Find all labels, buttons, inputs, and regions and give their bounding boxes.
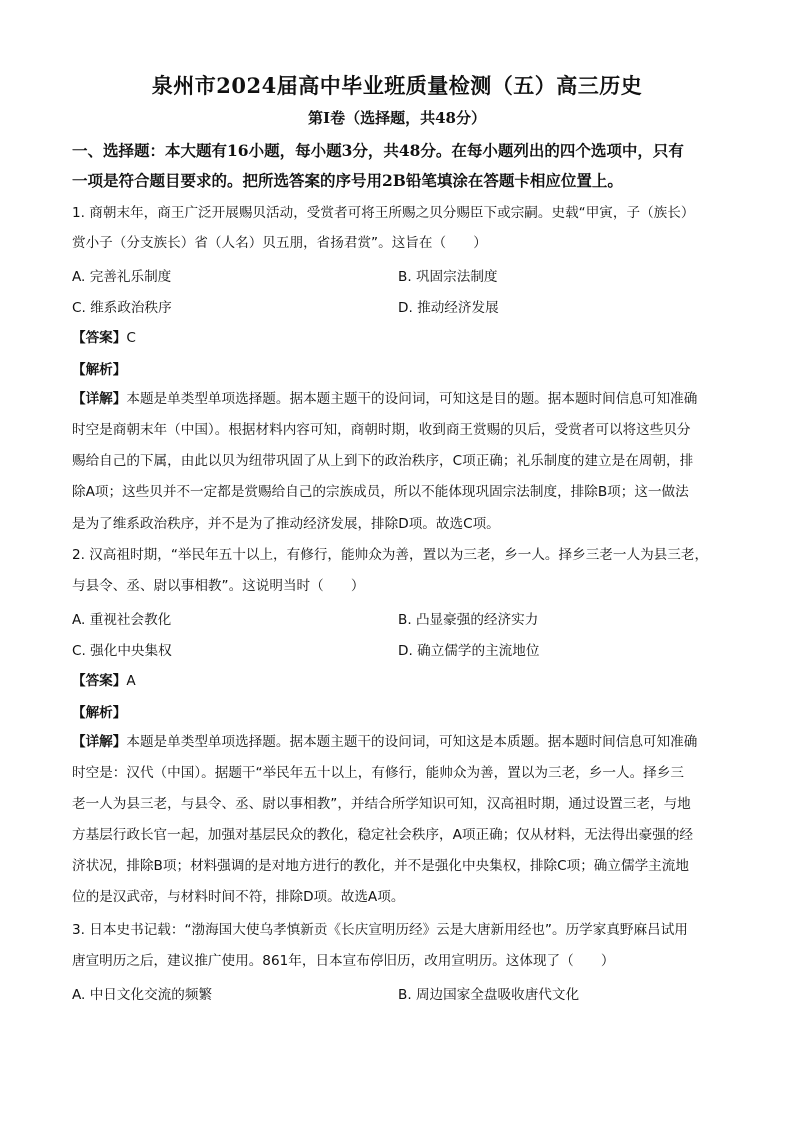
instruction-line: 一、选择题：本大题有16小题，每小题3分，共48分。在每小题列出的四个选项中，只有 [72, 141, 684, 160]
page-title: 泉州市2024届高中毕业班质量检测（五）高三历史 [151, 73, 643, 98]
q2-stem-line: 与县令、丞、尉以事相教”。这说明当时（ ） [72, 578, 365, 594]
answer-label: 【答案】 [72, 330, 127, 346]
q1-option-a: A. 完善礼乐制度 [72, 269, 172, 285]
q2-detail-line: 济状况，排除B项；材料强调的是对地方进行的教化，并不是强化中央集权，排除C项；确立儒学主流地 [72, 858, 689, 874]
q3-stem-line: 3. 日本史书记载：“渤海国大使乌孝慎新贡《长庆宣明历经》云是大唐新用经也”。历学家真野麻吕试用 [72, 922, 688, 938]
q2-detail-line [72, 732, 727, 752]
q2-option-a: A. 重视社会教化 [72, 612, 172, 628]
q2-stem-line: 2. 汉高祖时期，“举民年五十以上，有修行，能帅众为善，置以为三老，乡一人。择乡三老一人为县三老， [72, 547, 709, 563]
q1-detail-line [72, 389, 727, 409]
instruction-line: 一项是符合题目要求的。把所选答案的序号用2B铅笔填涂在答题卡相应位置上。 [72, 171, 623, 190]
q2-detail-line: 方基层行政长官一起，加强对基层民众的教化，稳定社会秩序，A项正确；仅从材料，无法得出豪强的经 [72, 827, 694, 843]
q2-detail-line: 位的是汉武帝，与材料时间不符，排除D项。故选A项。 [72, 889, 405, 905]
q1-detail-line: 赐给自己的下属，由此以贝为纽带巩固了从上到下的政治秩序，C项正确；礼乐制度的建立是在周朝，排 [72, 453, 694, 469]
detail-label: 【详解】 [72, 734, 127, 750]
q1-stem-line: 赏小子（分支族长）省（人名）贝五朋，省扬君赏”。这旨在（ ） [72, 235, 487, 251]
answer-label: 【答案】 [72, 673, 127, 689]
q1-stem-line: 1. 商朝末年，商王广泛开展赐贝活动，受赏者可将王所赐之贝分赐臣下或宗嗣。史载“甲寅，子（族长） [72, 205, 695, 221]
q1-detail-line: 时空是商朝末年（中国）。根据材料内容可知，商朝时期，收到商王赏赐的贝后，受赏者可以将这些贝分 [72, 422, 691, 438]
q1-answer [72, 326, 136, 346]
section-instructions [72, 136, 722, 196]
q2-option-c: C. 强化中央集权 [72, 643, 172, 659]
detail-text: 本题是单类型单项选择题。据本题主题干的设问词，可知这是本质题。据本题时间信息可知准确 [126, 734, 698, 750]
q3-option-a: A. 中日文化交流的频繁 [72, 987, 213, 1003]
detail-text: 本题是单类型单项选择题。据本题主题干的设问词，可知这是目的题。据本题时间信息可知准确 [126, 391, 698, 407]
q2-option-d: D. 确立儒学的主流地位 [398, 643, 540, 659]
q1-option-c: C. 维系政治秩序 [72, 300, 172, 316]
q2-answer [72, 669, 136, 689]
answer-value: A [126, 673, 136, 689]
q2-detail-line: 时空是：汉代（中国）。据题干“举民年五十以上，有修行，能帅众为善，置以为三老，乡一人。择乡三 [72, 765, 684, 781]
q1-analysis-label: 【解析】 [72, 362, 127, 378]
q2-option-b: B. 凸显豪强的经济实力 [398, 612, 539, 628]
q2-detail-line: 老一人为县三老，与县令、丞、尉以事相教”，并结合所学知识可知，汉高祖时期，通过设置三老，与地 [72, 796, 691, 812]
q2-analysis-label: 【解析】 [72, 705, 127, 721]
answer-value: C [126, 330, 136, 346]
q3-stem-line: 唐宣明历之后，建议推广使用。861年，日本宣布停旧历，改用宣明历。这体现了（ ） [72, 953, 615, 969]
q1-detail-line: 除A项；这些贝并不一定都是赏赐给自己的宗族成员，所以不能体现巩固宗法制度，排除B项；这一做法 [72, 484, 689, 500]
detail-label: 【详解】 [72, 391, 127, 407]
q1-option-d: D. 推动经济发展 [398, 300, 499, 316]
q3-option-b: B. 周边国家全盘吸收唐代文化 [398, 987, 580, 1003]
page-subtitle: 第Ⅰ卷（选择题，共48分） [308, 109, 486, 127]
q1-detail-line: 是为了维系政治秩序，并不是为了推动经济发展，排除D项。故选C项。 [72, 516, 500, 532]
q1-option-b: B. 巩固宗法制度 [398, 269, 498, 285]
